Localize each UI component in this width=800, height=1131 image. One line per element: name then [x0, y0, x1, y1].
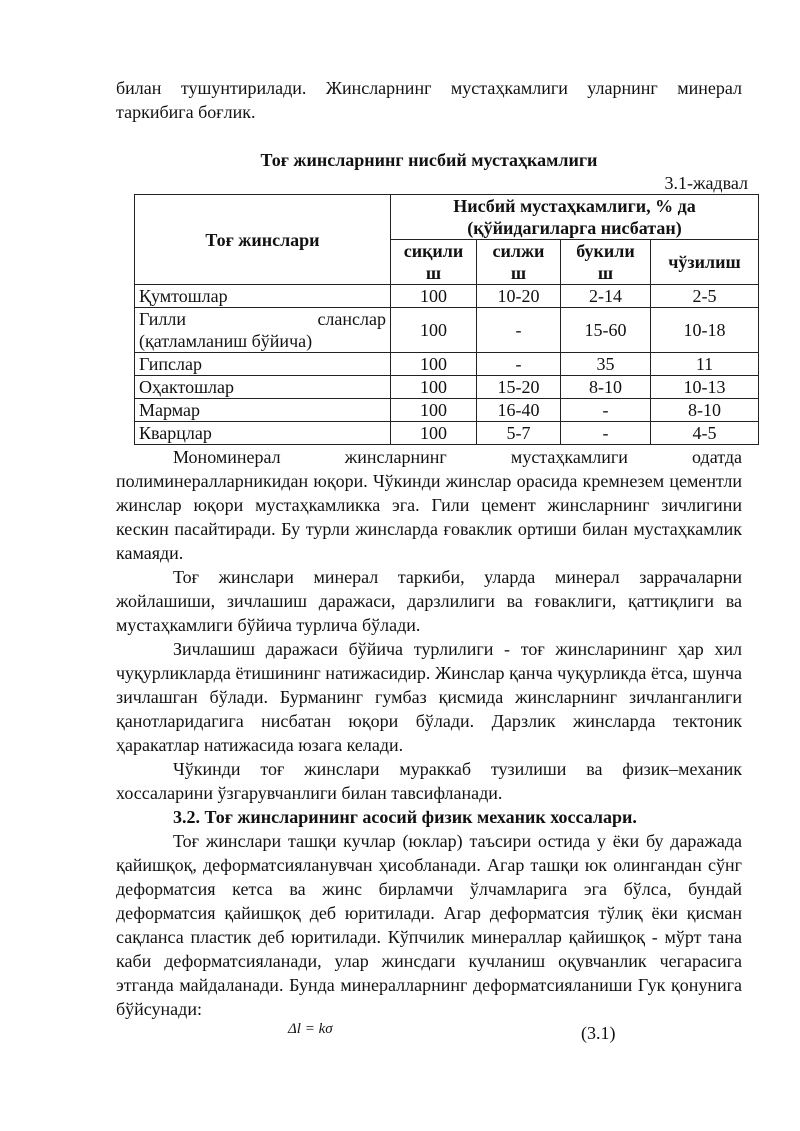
cell-value: 16-40	[477, 399, 561, 422]
strength-table	[134, 194, 759, 445]
cell-rock-name: Гипслар	[135, 353, 391, 376]
cell-value: -	[561, 422, 651, 445]
table-row	[135, 399, 759, 422]
cell-rock-name: Мармар	[135, 399, 391, 422]
header-relative-strength	[391, 195, 759, 240]
cell-value: 35	[561, 353, 651, 376]
cell-value: 100	[391, 308, 477, 353]
paragraph-deformation: Тоғ жинслари ташқи кучлар (юклар) таъсири остида у ёки бу даражада қайишқоқ, деформатсияланувчан ҳисобланади. Агар ташқи юк олингандан сўнг деформатсия кетса ва жинс бирламчи ўлчамларига эга бўлса, бундай деформатсия қайишқоқ деб юритилади. Агар деформатсия тўлиқ ёки қисман сақланса пластик деб юритилади. Кўпчилик минераллар қайишқоқ - мўрт тана каби деформатсияланади, улар жинсдаги кучланиш оқувчанлик чегарасига этганда майдаланади. Бунда минералларнинг деформатсияланиши Гук қонунига бўйсунади:	[116, 831, 742, 1019]
cell-rock-name	[135, 308, 391, 353]
table-row	[135, 376, 759, 399]
cell-rock-name: Оҳактошлар	[135, 376, 391, 399]
formula-row	[116, 1021, 742, 1047]
cell-value: 100	[391, 376, 477, 399]
table-row	[135, 308, 759, 353]
cell-value: 8-10	[651, 399, 759, 422]
cell-value: 10-20	[477, 285, 561, 308]
cell-value: -	[477, 308, 561, 353]
cell-value: 10-18	[651, 308, 759, 353]
header-tension-l1: чўзилиш	[668, 252, 741, 272]
document-page	[116, 76, 748, 1047]
table-number: 3.1-жадвал	[664, 173, 748, 193]
header-compression	[391, 240, 477, 285]
cell-value: 4-5	[651, 422, 759, 445]
equation-number: (3.1)	[581, 1023, 616, 1043]
paragraph-composition: Тоғ жинслари минерал таркиби, уларда минерал заррачаларни жойлашиши, зичлашиш даражаси, дарзлилиги ва ғоваклиги, қаттиқлиги ва мустаҳкамлиги бўйича турлича бўлади.	[116, 567, 742, 635]
cell-value: 15-20	[477, 376, 561, 399]
cell-rock-name-c: (қатламланиш бўйича)	[139, 331, 313, 351]
cell-value: 11	[651, 353, 759, 376]
cell-rock-name: Қумтошлар	[135, 285, 391, 308]
header-shear	[477, 240, 561, 285]
cell-value: 5-7	[477, 422, 561, 445]
cell-rock-name: Кварцлар	[135, 422, 391, 445]
cell-value: 100	[391, 285, 477, 308]
cell-value: -	[477, 353, 561, 376]
paragraph-sedimentary: Чўкинди тоғ жинслари мураккаб тузилиши ва физик–механик хоссаларини ўзгарувчанлиги билан тавсифланади.	[116, 759, 742, 803]
section-heading: 3.2. Тоғ жинсларининг асосий физик механик хоссалари.	[173, 807, 637, 827]
header-group-line-1: Нисбий мустаҳкамлиги, % да	[453, 196, 696, 216]
cell-value: 10-13	[651, 376, 759, 399]
intro-line-2: таркибига боғлик.	[116, 102, 256, 122]
hooke-formula: Δl = kσ	[288, 1021, 333, 1037]
cell-value: 15-60	[561, 308, 651, 353]
header-tension	[651, 240, 759, 285]
header-shear-l1: силжи	[492, 241, 545, 261]
table-row	[135, 285, 759, 308]
cell-value: -	[561, 399, 651, 422]
header-rock-type: Тоғ жинслари	[135, 195, 391, 285]
cell-value: 100	[391, 422, 477, 445]
header-bending	[561, 240, 651, 285]
header-shear-l2: ш	[510, 263, 527, 283]
table-title: Тоғ жинсларнинг нисбий мустаҳкамлиги	[260, 150, 598, 170]
paragraph-monomineral: Мономинерал жинсларнинг мустаҳкамлиги одатда полиминералларникидан юқори. Чўкинди жинслар орасида кремнезем цементли жинслар юқори мустаҳкамликка эга. Гили цемент жинсларнинг зичлигини кескин пасайтиради. Бу турли жинсларда ғоваклик ортиши билан мустаҳкамлик камаяди.	[116, 447, 742, 563]
header-compression-l2: ш	[425, 263, 442, 283]
cell-value: 8-10	[561, 376, 651, 399]
cell-value: 100	[391, 399, 477, 422]
header-compression-l1: сиқили	[403, 241, 464, 261]
cell-rock-name-b: сланслар	[317, 309, 386, 329]
table-row	[135, 422, 759, 445]
intro-line-1: билан тушунтирилади. Жинсларнинг мустаҳкамлиги уларнинг минерал	[116, 78, 742, 98]
header-group-line-2: (қўйидагиларга нисбатан)	[467, 218, 682, 238]
cell-value: 2-5	[651, 285, 759, 308]
paragraph-compaction: Зичлашиш даражаси бўйича турлилиги - тоғ жинсларининг ҳар хил чуқурликларда ётишининг натижасидир. Жинслар қанча чуқурликда ётса, шунча зичлашган бўлади. Бурманинг гумбаз қисмида жинсларнинг зичланганлиги қанотларидагига нисбатан юқори бўлади. Дарзлик жинсларда тектоник ҳаракатлар натижасида юзага келади.	[116, 639, 742, 755]
header-bending-l1: букили	[576, 241, 635, 261]
cell-value: 2-14	[561, 285, 651, 308]
cell-rock-name-a: Гилли	[139, 309, 186, 329]
table-row	[135, 353, 759, 376]
header-bending-l2: ш	[597, 263, 614, 283]
cell-value: 100	[391, 353, 477, 376]
